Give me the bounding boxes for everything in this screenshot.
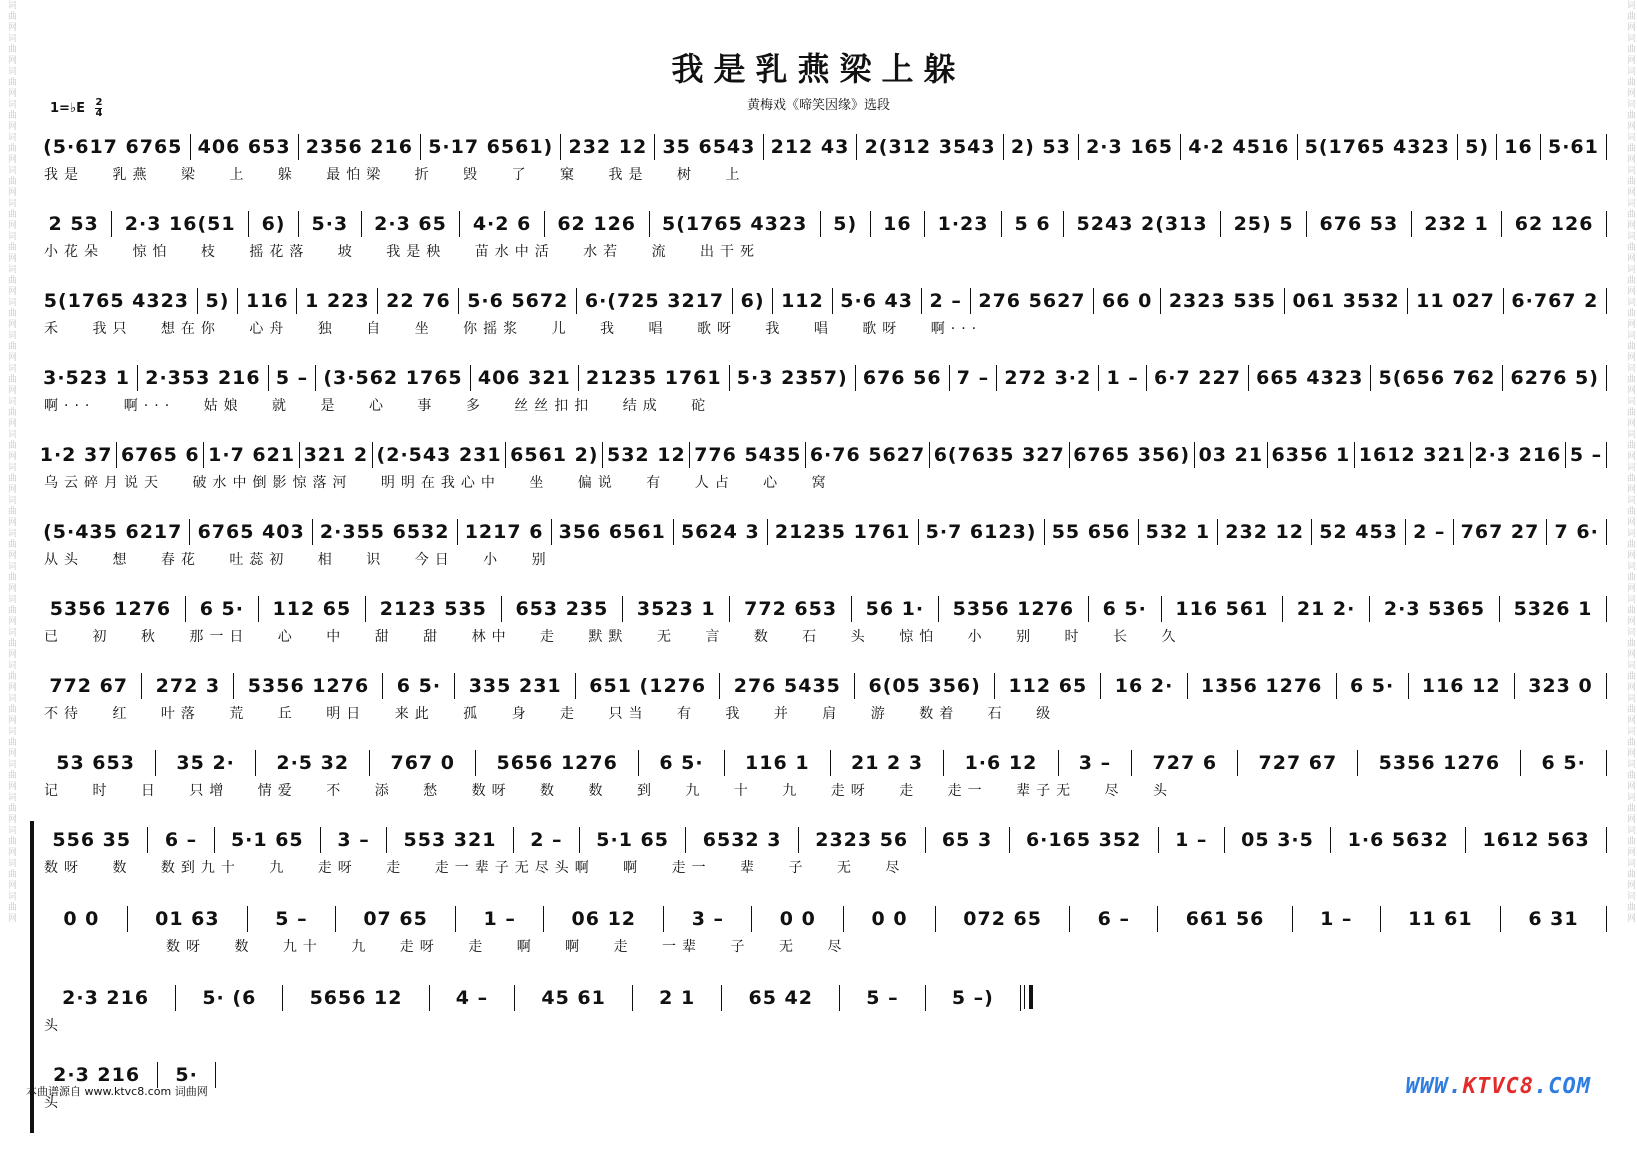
measure: 676 53 [1307,211,1412,237]
measure: 2·3 16(51 [112,211,249,237]
notes-line [36,207,1607,237]
notes-line [36,515,1607,545]
score-systems [36,128,1607,821]
measure: 21 2 3 [831,750,945,776]
measure: 232 1 [1412,211,1502,237]
lyrics-line [44,472,1607,494]
measure: 2 – [1406,519,1454,545]
notes-line [36,669,1607,699]
measure: 556 35 [36,827,148,853]
measure: 406 321 [471,365,579,391]
lyric-text: 已 初 秋 那一日 心 中 甜 甜 林中 走 默默 无 言 数 石 头 惊怕 小 别 时 长 久 [44,629,1182,645]
ending-upper-notes [36,981,1021,1011]
measure: 7 6· [1547,519,1606,545]
measure: 1·23 [925,211,1002,237]
measure: 6765 356) [1070,442,1195,468]
lyric-text: 头 [44,1018,64,1034]
time-signature-numerator: 2 [95,97,103,108]
measure: 6(7635 327 [930,442,1070,468]
duet-upper-part [36,821,1607,900]
measure: 6276 5) [1503,365,1607,391]
measure: 532 12 [603,442,690,468]
score-subtitle: 黄梅戏《啼笑因缘》选段 [746,98,890,113]
measure: 2 – [514,827,580,853]
lyrics-line [44,626,1607,648]
lyrics-line [44,164,1607,186]
measure: 62 126 [1502,211,1607,237]
measure: 5·61 [1541,134,1607,160]
measure: 66 0 [1094,288,1161,314]
ending-upper-lyrics [44,1015,1607,1037]
final-barline [1024,985,1033,1009]
notes-line [36,130,1607,160]
measure: 62 126 [545,211,650,237]
measure: 6 5· [1521,750,1607,776]
score-system [36,359,1607,436]
measure: 4·2 4516 [1181,134,1297,160]
measure: 5·1 65 [580,827,686,853]
measure: 2 – [922,288,971,314]
measure: 5 6 [1002,211,1064,237]
measure: 4 – [430,985,516,1011]
notes-line [36,592,1607,622]
measure: 323 0 [1515,673,1607,699]
measure: 676 56 [856,365,950,391]
measure: 5·17 6561) [421,134,561,160]
measure: 06 12 [544,906,664,932]
measure: 767 0 [370,750,476,776]
time-signature-denominator: 4 [95,108,103,119]
measure: 5·7 6123) [919,519,1045,545]
measure: 356 6561 [552,519,674,545]
measure: 3 – [321,827,387,853]
measure: 6 5· [186,596,259,622]
measure: 5(1765 4323 [650,211,821,237]
measure: 6(05 356) [855,673,995,699]
site-logo-brand: KTVC8 [1462,1074,1535,1099]
measure: 232 12 [561,134,655,160]
measure: 5) [198,288,238,314]
measure: 5656 1276 [476,750,639,776]
measure: 5(656 762 [1371,365,1503,391]
measure: 335 231 [455,673,576,699]
measure: 5· [158,1062,216,1088]
measure: 5·3 [299,211,362,237]
score-title: 我是乳燕梁上躲 [671,50,966,88]
measure: 532 1 [1139,519,1219,545]
measure: 21235 1761 [768,519,919,545]
measure: 727 67 [1238,750,1358,776]
measure: 6765 6 [117,442,204,468]
duet-upper-notes [36,823,1607,853]
site-logo-suffix: .COM [1534,1074,1591,1099]
measure: 3 – [1059,750,1133,776]
measure: 6) [249,211,299,237]
measure: 03 21 [1195,442,1268,468]
key-label: 1=♭E [50,101,85,116]
measure: 16 [1497,134,1541,160]
ending-upper-part [36,979,1607,1056]
lyrics-line [44,549,1607,571]
measure: 5356 1276 [234,673,383,699]
measure: 11 027 [1408,288,1503,314]
measure: 6·76 5627 [806,442,930,468]
lyrics-line [44,318,1607,340]
measure: 5356 1276 [939,596,1089,622]
measure: 727 6 [1132,750,1238,776]
score-system [36,205,1607,282]
measure: 2323 535 [1161,288,1285,314]
duet-lower-notes [36,902,1607,932]
measure: 6 5· [1089,596,1162,622]
measure: 0 0 [844,906,936,932]
measure: 1·7 621 [204,442,299,468]
measure: 5) [1458,134,1497,160]
measure: 276 5627 [971,288,1095,314]
measure: 6561 2) [506,442,603,468]
lyrics-line [44,780,1607,802]
measure: 1612 321 [1355,442,1471,468]
measure: 653 235 [502,596,623,622]
measure: 6·(725 3217 [577,288,733,314]
lyric-text: 啊··· 啊··· 姑娘 就 是 心 事 多 丝丝扣扣 结成 砣 [44,398,712,414]
measure: 65 42 [722,985,840,1011]
measure: 65 3 [926,827,1010,853]
score-system [36,128,1607,205]
measure: 5(1765 4323 [1298,134,1459,160]
score-system [36,744,1607,821]
measure: 2·3 216 [1471,442,1566,468]
measure: 2 1 [633,985,722,1011]
measure: 7 – [950,365,998,391]
measure: 6·165 352 [1010,827,1159,853]
measure: 5356 1276 [1358,750,1521,776]
measure: 2·355 6532 [313,519,458,545]
measure: 6) [733,288,773,314]
measure: 5· (6 [176,985,283,1011]
measure: 16 2· [1101,673,1187,699]
measure: 6532 3 [686,827,798,853]
measure: 6 31 [1501,906,1607,932]
measure: 272 3·2 [997,365,1099,391]
measure: 2(312 3543 [857,134,1003,160]
score-system [36,513,1607,590]
measure: 116 561 [1162,596,1283,622]
measure: (5·617 6765 [36,134,191,160]
measure: 1·2 37 [36,442,117,468]
measure: 1·6 12 [944,750,1058,776]
measure: 2 53 [36,211,112,237]
measure: 1612 563 [1466,827,1607,853]
measure: 5 – [269,365,317,391]
lyrics-line [44,703,1607,725]
measure: 116 12 [1409,673,1515,699]
duet-lower-lyrics [166,936,1607,958]
lyric-text: 禾 我只 想在你 心舟 独 自 坐 你摇浆 儿 我 唱 歌呀 我 唱 歌呀 啊··· [44,321,983,337]
measure: 661 56 [1158,906,1292,932]
measure: 21235 1761 [579,365,730,391]
measure: 6765 403 [190,519,312,545]
measure: 5624 3 [674,519,768,545]
measure: 5·3 2357) [730,365,856,391]
measure: 2·353 216 [138,365,269,391]
measure: 6 – [148,827,214,853]
measure: 2·3 216 [36,1062,158,1088]
score-system [36,667,1607,744]
key-signature [50,98,102,119]
measure: 2356 216 [299,134,421,160]
measure: 112 65 [259,596,366,622]
measure: 1 – [1159,827,1225,853]
measure: 5 – [1566,442,1607,468]
side-watermark-right: 词曲网词曲网词曲网词曲网词曲网词曲网词曲网词曲网词曲网词曲网词曲网词曲网词曲网词曲网词曲网词曲网词曲网词曲网词曲网词曲网词曲网词曲网词曲网词曲网词曲网词曲网词曲网词曲网 [1625,0,1635,924]
measure: 21 2· [1283,596,1370,622]
duet-section [30,821,1607,979]
lyric-text: 记 时 日 只增 情爱 不 添 愁 数呀 数 数 到 九 十 九 走呀 走 走一 辈子无 尽 头 [44,783,1174,799]
duet-upper-lyrics [44,857,1607,879]
measure: 6·767 2 [1504,288,1607,314]
measure: 6356 1 [1268,442,1355,468]
measure: 6·7 227 [1147,365,1249,391]
measure: 16 [871,211,925,237]
measure: 01 63 [128,906,248,932]
measure: 3 – [664,906,752,932]
measure: 2·3 65 [362,211,461,237]
measure: 553 321 [387,827,514,853]
lyric-text: 从头 想 春花 吐蕊初 相 识 今日 小 别 [44,552,552,568]
measure: 767 27 [1454,519,1548,545]
measure: 07 65 [336,906,456,932]
site-logo-prefix: WWW. [1405,1074,1463,1099]
measure: 56 1· [852,596,939,622]
measure: 5) [821,211,871,237]
lyric-text: 数呀 数 数到九十 九 走呀 走 走一辈子无尽头啊 啊 走一 辈 子 无 尽 [44,860,906,876]
measure: 2·3 5365 [1370,596,1500,622]
measure: 53 653 [36,750,156,776]
measure: 665 4323 [1249,365,1371,391]
measure: 5656 12 [283,985,429,1011]
measure: 406 653 [191,134,299,160]
measure: 3523 1 [623,596,730,622]
measure: 116 [238,288,297,314]
measure: 1 223 [297,288,378,314]
measure: 45 61 [515,985,633,1011]
duet-lower-part [36,900,1607,979]
measure: 0 0 [36,906,128,932]
score-system [36,282,1607,359]
measure: 5·1 65 [215,827,321,853]
measure: 5356 1276 [36,596,186,622]
lyric-text: 不待 红 叶落 荒 丘 明日 来此 孤 身 走 只当 有 我 并 肩 游 数着 石 级 [44,706,1057,722]
measure: 5 –) [926,985,1021,1011]
measure: 2323 56 [799,827,926,853]
lyric-text: 我是 乳燕 梁 上 躲 最怕梁 折 毁 了 窠 我是 树 上 [44,167,746,183]
measure: 6 5· [383,673,455,699]
measure: 112 65 [995,673,1101,699]
measure: 55 656 [1045,519,1139,545]
notes-line [36,284,1607,314]
measure: 112 [773,288,832,314]
ending-lower-lyrics [44,1092,1607,1114]
measure: 5(1765 4323 [36,288,198,314]
source-note: 本曲谱源自 www.ktvc8.com 词曲网 [26,1085,208,1098]
measure: 5243 2(313 [1064,211,1221,237]
measure: 5 – [248,906,336,932]
measure: 1356 1276 [1188,673,1337,699]
measure: 5326 1 [1500,596,1607,622]
measure: 1 – [1293,906,1381,932]
score-system [36,590,1607,667]
measure: 276 5435 [720,673,855,699]
measure: 11 61 [1381,906,1501,932]
measure: 6 – [1070,906,1158,932]
measure: 272 3 [142,673,234,699]
measure: 651 (1276 [576,673,720,699]
measure: 1217 6 [458,519,552,545]
lyric-text: 乌云碎月说天 破水中倒影惊落河 明明在我心中 坐 偏说 有 人占 心 窝 [44,475,832,491]
measure: 2123 535 [366,596,502,622]
lyric-text: 数呀 数 九十 九 走呀 走 啊 啊 走 一辈 子 无 尽 [166,939,848,955]
measure: 52 453 [1312,519,1406,545]
measure: 1·6 5632 [1331,827,1466,853]
measure: 1 – [456,906,544,932]
measure: 776 5435 [690,442,806,468]
lyrics-line [44,241,1607,263]
measure: 5 – [840,985,926,1011]
score-body [36,128,1607,1133]
lyrics-line [44,395,1607,417]
measure: 3·523 1 [36,365,138,391]
measure: 2·5 32 [256,750,370,776]
measure: 5·6 5672 [459,288,577,314]
lyric-text: 头 [44,1095,64,1111]
measure: 212 43 [764,134,858,160]
measure: (3·562 1765 [316,365,470,391]
notes-line [36,361,1607,391]
measure: 2·3 165 [1079,134,1181,160]
lyric-text: 小花朵 惊怕 枝 摇花落 坡 我是秧 苗水中活 水若 流 出干死 [44,244,761,260]
site-logo[interactable] [1406,1074,1591,1099]
measure: 6 5· [639,750,725,776]
measure: 116 1 [725,750,831,776]
measure: 35 6543 [655,134,763,160]
ending-lower-part [36,1056,1607,1133]
measure: 25) 5 [1221,211,1307,237]
measure: 321 2 [300,442,373,468]
notes-line [36,438,1607,468]
ending-section [30,979,1607,1133]
measure: (2·543 231 [373,442,507,468]
measure: 072 65 [936,906,1070,932]
measure: 772 653 [730,596,851,622]
measure: 22 76 [378,288,459,314]
measure: 4·2 6 [460,211,544,237]
measure: 772 67 [36,673,142,699]
measure: 05 3·5 [1225,827,1331,853]
measure: (5·435 6217 [36,519,190,545]
measure: 061 3532 [1285,288,1409,314]
notes-line [36,746,1607,776]
measure: 35 2· [156,750,256,776]
measure: 0 0 [752,906,844,932]
time-signature [95,98,102,119]
measure: 2·3 216 [36,985,176,1011]
measure: 1 – [1099,365,1147,391]
measure: 6 5· [1337,673,1409,699]
side-watermark-left: 词曲网词曲网词曲网词曲网词曲网词曲网词曲网词曲网词曲网词曲网词曲网词曲网词曲网词曲网词曲网词曲网词曲网词曲网词曲网词曲网词曲网词曲网词曲网词曲网词曲网词曲网词曲网词曲网 [6,0,16,924]
measure: 2) 53 [1004,134,1079,160]
score-system [36,436,1607,513]
measure: 232 12 [1218,519,1312,545]
measure: 5·6 43 [833,288,922,314]
